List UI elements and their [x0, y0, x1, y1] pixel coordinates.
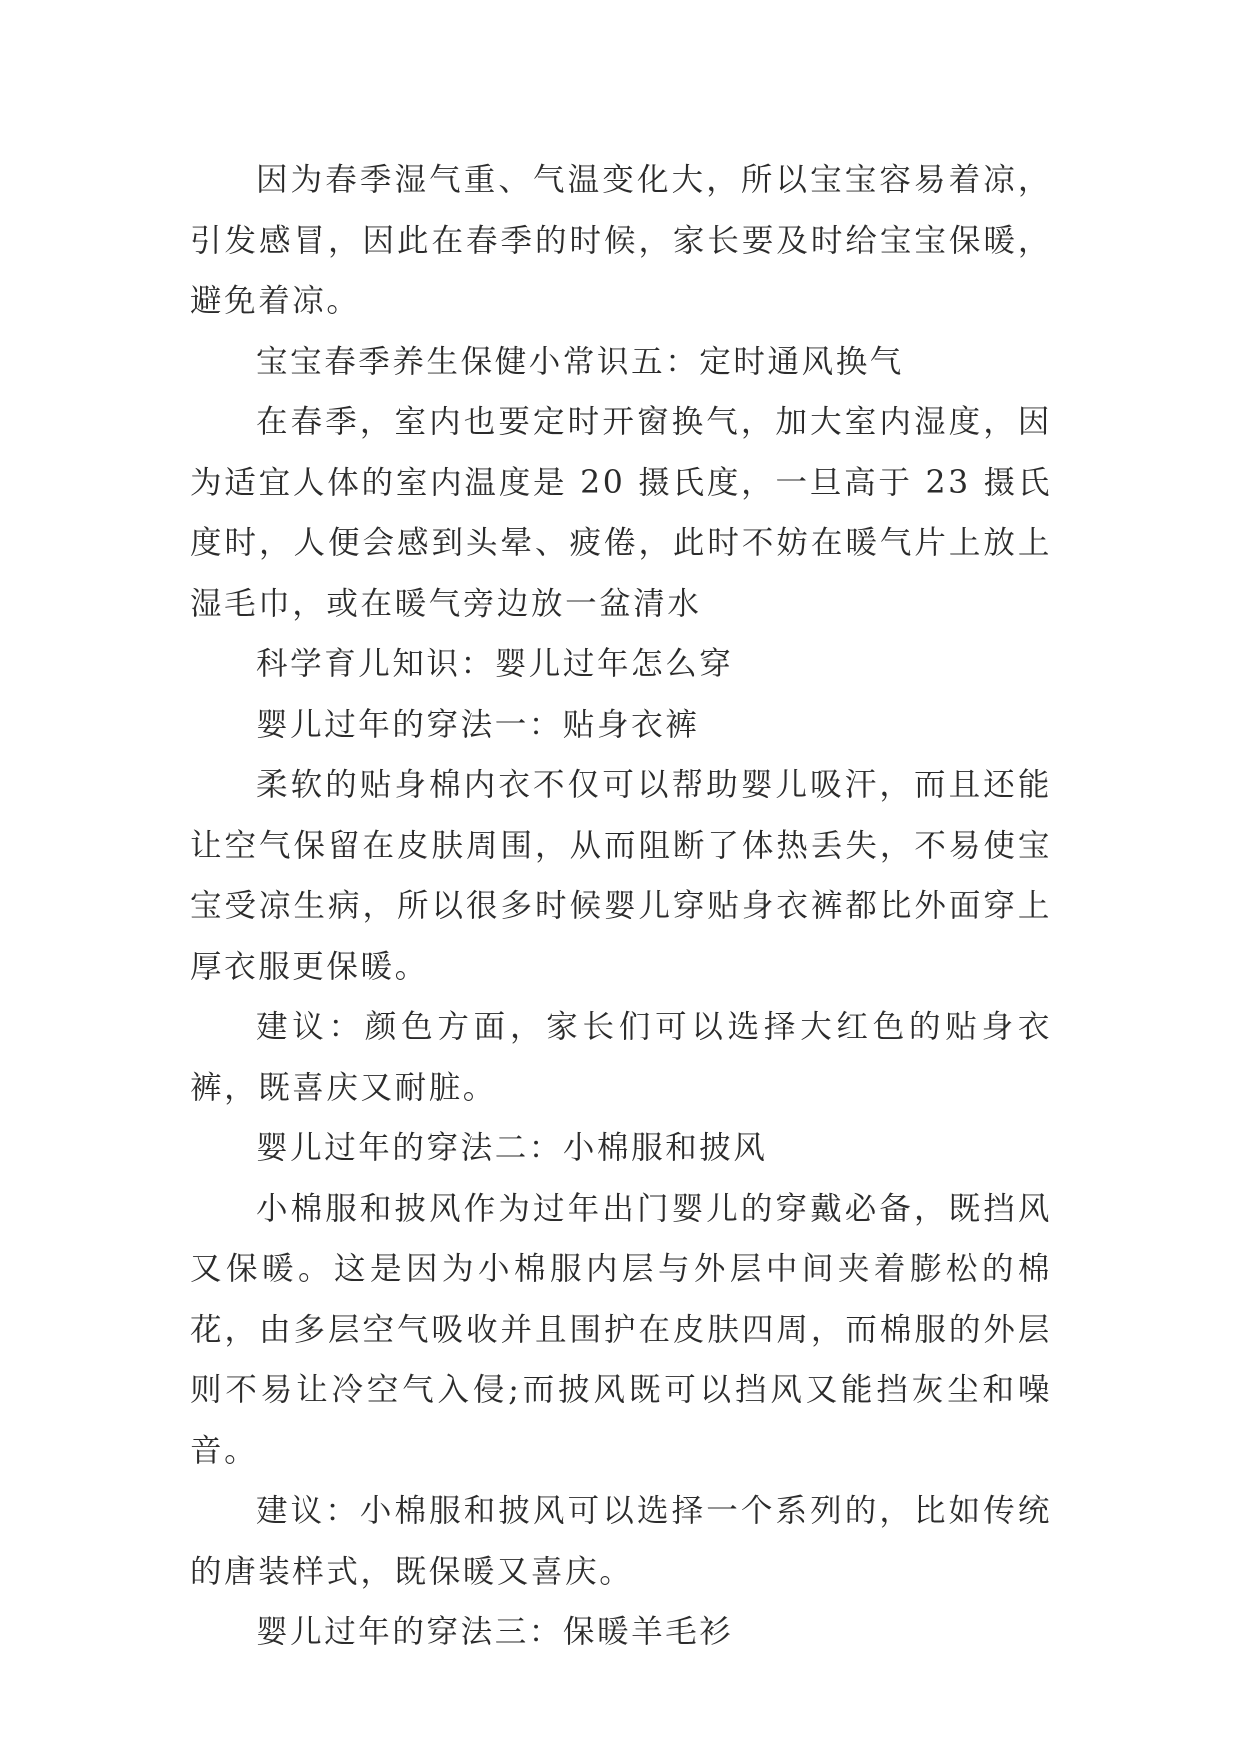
- paragraph: 小棉服和披风作为过年出门婴儿的穿戴必备，既挡风又保暖。这是因为小棉服内层与外层中间夹着膨松的棉花，由多层空气吸收并且围护在皮肤四周，而棉服的外层则不易让冷空气入侵;而披风既可以挡风又能挡灰尘和噪音。: [190, 1190, 1052, 1469]
- document-body: [190, 150, 1052, 1663]
- paragraph: 建议：颜色方面，家长们可以选择大红色的贴身衣裤，既喜庆又耐脏。: [190, 1009, 1052, 1106]
- section-heading: 婴儿过年的穿法三：保暖羊毛衫: [256, 1614, 734, 1650]
- paragraph: 建议：小棉服和披风可以选择一个系列的，比如传统的唐装样式，既保暖又喜庆。: [190, 1493, 1052, 1590]
- section-heading: 宝宝春季养生保健小常识五：定时通风换气: [256, 343, 904, 380]
- section-heading: 婴儿过年的穿法二：小棉服和披风: [256, 1130, 768, 1166]
- section-heading: 科学育儿知识：婴儿过年怎么穿: [256, 646, 734, 682]
- section-heading: 婴儿过年的穿法一：贴身衣裤: [256, 706, 700, 743]
- paragraph: 因为春季湿气重、气温变化大，所以宝宝容易着凉，引发感冒，因此在春季的时候，家长要及时给宝宝保暖，避免着凉。: [190, 162, 1052, 319]
- paragraph: 柔软的贴身棉内衣不仅可以帮助婴儿吸汗，而且还能让空气保留在皮肤周围，从而阻断了体热丢失，不易使宝宝受凉生病，所以很多时候婴儿穿贴身衣裤都比外面穿上厚衣服更保暖。: [190, 767, 1052, 985]
- paragraph: 在春季，室内也要定时开窗换气，加大室内湿度，因为适宜人体的室内温度是 20 摄氏度，一旦高于 23 摄氏度时，人便会感到头晕、疲倦，此时不妨在暖气片上放上湿毛巾，或在暖气旁边放一盆清水: [190, 404, 1052, 622]
